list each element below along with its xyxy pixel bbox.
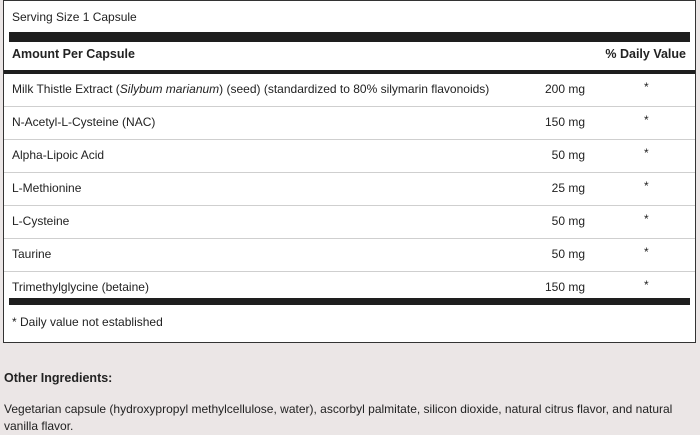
ingredient-name: Trimethylglycine (betaine): [12, 280, 149, 294]
ingredient-name: L-Cysteine: [12, 214, 70, 228]
daily-value-footnote: * Daily value not established: [12, 315, 163, 329]
thick-divider-top: [9, 32, 690, 42]
ingredient-daily-value: *: [644, 80, 649, 94]
table-row: [4, 140, 695, 173]
ingredient-name: Taurine: [12, 247, 52, 261]
ingredient-name: N-Acetyl-L-Cysteine (NAC): [12, 115, 156, 129]
ingredient-name: Alpha-Lipoic Acid: [12, 148, 105, 162]
supplement-facts-panel: [3, 0, 696, 343]
other-ingredients-heading: Other Ingredients:: [4, 371, 113, 385]
table-row: [4, 74, 695, 107]
ingredient-daily-value: *: [644, 278, 649, 292]
daily-value-header: % Daily Value: [605, 47, 686, 61]
ingredient-rows: [4, 74, 695, 304]
ingredient-amount: 150 mg: [544, 115, 585, 129]
ingredient-amount: 50 mg: [551, 148, 585, 162]
amount-per-capsule-header: Amount Per Capsule: [12, 47, 135, 61]
ingredient-amount: 50 mg: [551, 214, 585, 228]
thick-divider-bottom: [9, 298, 690, 305]
ingredient-daily-value: *: [644, 146, 649, 160]
table-row: [4, 206, 695, 239]
table-header: [4, 42, 695, 74]
ingredient-daily-value: *: [644, 245, 649, 259]
ingredient-daily-value: *: [644, 113, 649, 127]
ingredient-name: Milk Thistle Extract (Silybum marianum) (seed) (standardized to 80% silymarin flavonoids): [12, 82, 490, 96]
serving-size: Serving Size 1 Capsule: [12, 10, 137, 24]
table-row: [4, 173, 695, 206]
table-row: [4, 239, 695, 272]
ingredient-amount: 25 mg: [551, 181, 585, 195]
ingredient-daily-value: *: [644, 212, 649, 226]
table-row: [4, 107, 695, 140]
ingredient-amount: 200 mg: [544, 82, 585, 96]
ingredient-name: L-Methionine: [12, 181, 82, 195]
ingredient-amount: 150 mg: [544, 280, 585, 294]
ingredient-amount: 50 mg: [551, 247, 585, 261]
other-ingredients-text: Vegetarian capsule (hydroxypropyl methylcellulose, water), ascorbyl palmitate, silicon dioxide, natural citrus flavor, and natural vanilla flavor.: [4, 402, 673, 433]
ingredient-daily-value: *: [644, 179, 649, 193]
